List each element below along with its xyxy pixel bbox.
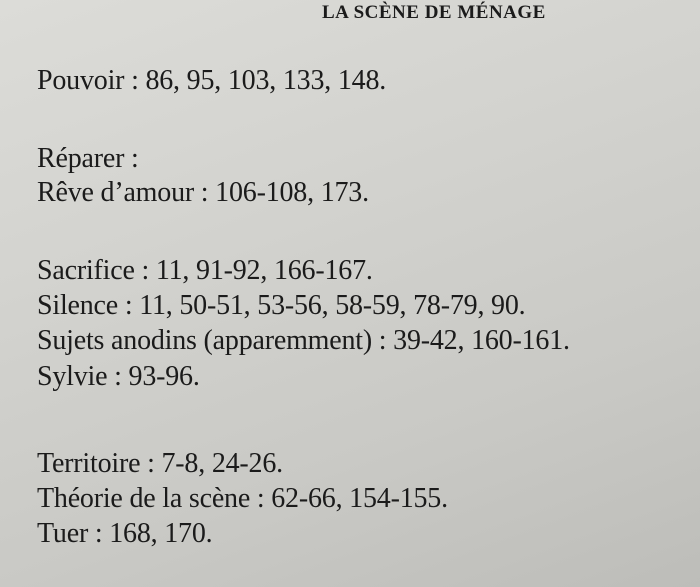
index-entry-sylvie: Sylvie : 93-96. <box>37 361 200 392</box>
index-entry-sacrifice: Sacrifice : 11, 91-92, 166-167. <box>37 255 373 286</box>
index-entry-reve-damour: Rêve d’amour : 106-108, 173. <box>37 177 369 208</box>
index-entry-pouvoir: Pouvoir : 86, 95, 103, 133, 148. <box>37 65 387 96</box>
index-entry-silence: Silence : 11, 50-51, 53-56, 58-59, 78-79, 90. <box>37 290 526 321</box>
index-entry-theorie-de-la-scene: Théorie de la scène : 62-66, 154-155. <box>37 483 448 514</box>
running-head: LA SCÈNE DE MÉNAGE <box>322 2 546 23</box>
index-entry-sujets-anodins: Sujets anodins (apparemment) : 39-42, 160-161. <box>37 325 570 356</box>
index-entry-territoire: Territoire : 7-8, 24-26. <box>37 448 283 479</box>
index-entry-tuer: Tuer : 168, 170. <box>37 518 213 549</box>
index-entry-reparer: Réparer : <box>37 143 139 174</box>
